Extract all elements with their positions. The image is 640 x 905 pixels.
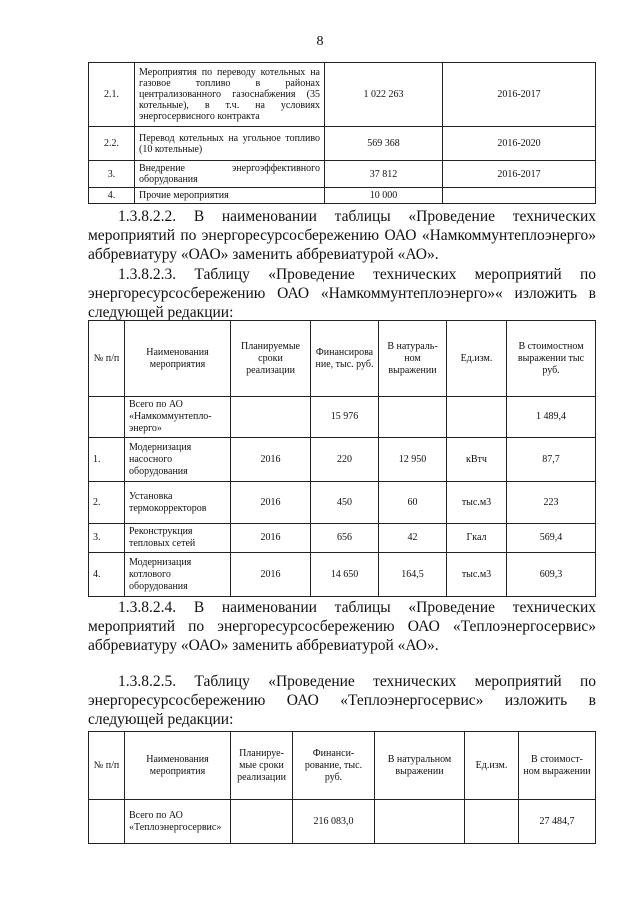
- header-cell: В натуральном выражении: [375, 732, 465, 800]
- cell: 609,3: [507, 553, 596, 597]
- cell: 3.: [89, 524, 125, 553]
- table-row: [89, 482, 596, 524]
- cell: Модернизация насосного оборудования: [125, 438, 231, 482]
- measure-name: Мероприятия по переводу котельных на газовое топливо в районах централизованного газоснабжения (35 котельные), в т.ч. на условиях энергосервисного контракта: [135, 63, 325, 127]
- header-cell: Наименования мероприятия: [125, 732, 231, 800]
- table-row: [89, 397, 596, 438]
- row-number: 4.: [89, 188, 135, 204]
- measure-name: Перевод котельных на угольное топливо (10 котельные): [135, 127, 325, 161]
- cell: 569,4: [507, 524, 596, 553]
- cell: Всего по АО «Теплоэнергосервис»: [125, 800, 231, 844]
- cell: тыс.м3: [447, 482, 507, 524]
- cell: [465, 800, 519, 844]
- row-number: 2.2.: [89, 127, 135, 161]
- cell: Всего по АО «Намкоммунтепло-энерго»: [125, 397, 231, 438]
- cell: кВтч: [447, 438, 507, 482]
- header-cell: В стоимостном выражении тыс руб.: [507, 321, 596, 397]
- measure-period: [443, 188, 596, 204]
- measures-table-teploenergoservis: [88, 731, 596, 844]
- cell: 15 976: [311, 397, 379, 438]
- cell: 2016: [231, 553, 311, 597]
- cell: [231, 397, 311, 438]
- cell: 216 083,0: [293, 800, 375, 844]
- cell: [231, 800, 293, 844]
- header-cell: № п/п: [89, 321, 125, 397]
- cell: 1 489,4: [507, 397, 596, 438]
- header-cell: В стоимост-ном выражении: [519, 732, 596, 800]
- measures-table-continued: [88, 62, 596, 204]
- cell: 14 650: [311, 553, 379, 597]
- measure-name: Внедрение энергоэффективного оборудования: [135, 161, 325, 188]
- table-row: [89, 438, 596, 482]
- header-cell: Финансирова ние, тыс. руб.: [311, 321, 379, 397]
- cell: 223: [507, 482, 596, 524]
- cell: 60: [379, 482, 447, 524]
- header-cell: Планируемые сроки реализации: [231, 321, 311, 397]
- cell: 1.: [89, 438, 125, 482]
- measure-period: 2016-2017: [443, 161, 596, 188]
- cell: 27 484,7: [519, 800, 596, 844]
- cell: 220: [311, 438, 379, 482]
- paragraph-1-3-8-2-5: 1.3.8.2.5. Таблицу «Проведение технических мероприятий по энергоресурсосбережению ОАО «Теплоэнергосервис» изложить в следующей редакции:: [88, 673, 596, 728]
- table-row: [89, 553, 596, 597]
- header-cell: Финанси-рование, тыс. руб.: [293, 732, 375, 800]
- measure-name: Прочие мероприятия: [135, 188, 325, 204]
- cell: 656: [311, 524, 379, 553]
- measure-amount: 1 022 263: [325, 63, 443, 127]
- cell: Реконструкция тепловых сетей: [125, 524, 231, 553]
- cell: 42: [379, 524, 447, 553]
- measure-amount: 10 000: [325, 188, 443, 204]
- table-header-row: [89, 732, 596, 800]
- header-cell: Наименования мероприятия: [125, 321, 231, 397]
- paragraph-1-3-8-2-4: 1.3.8.2.4. В наименовании таблицы «Проведение технических мероприятий по энергоресурсосбережению ОАО «Теплоэнергосервис» аббревиатуру «ОАО» заменить аббревиатурой «АО».: [88, 599, 596, 654]
- table-row: [89, 127, 596, 161]
- cell: [89, 397, 125, 438]
- row-number: 3.: [89, 161, 135, 188]
- measures-table-namkommunteploenergo: [88, 320, 596, 597]
- cell: [89, 800, 125, 844]
- cell: 2016: [231, 438, 311, 482]
- cell: 87,7: [507, 438, 596, 482]
- measure-amount: 569 368: [325, 127, 443, 161]
- measure-period: 2016-2017: [443, 63, 596, 127]
- header-cell: Ед.изм.: [465, 732, 519, 800]
- cell: тыс.м3: [447, 553, 507, 597]
- measure-amount: 37 812: [325, 161, 443, 188]
- table-row: [89, 63, 596, 127]
- header-cell: Ед.изм.: [447, 321, 507, 397]
- table-row: [89, 800, 596, 844]
- cell: [379, 397, 447, 438]
- cell: [447, 397, 507, 438]
- cell: Гкал: [447, 524, 507, 553]
- measure-period: 2016-2020: [443, 127, 596, 161]
- table-row: [89, 524, 596, 553]
- cell: 450: [311, 482, 379, 524]
- cell: 2016: [231, 482, 311, 524]
- cell: 2016: [231, 524, 311, 553]
- paragraph-1-3-8-2-3: 1.3.8.2.3. Таблицу «Проведение технических мероприятий по энергоресурсосбережению ОАО «Намкоммунтеплоэнерго»« изложить в следующей редакции:: [88, 266, 596, 321]
- cell: 12 950: [379, 438, 447, 482]
- table-row: [89, 188, 596, 204]
- cell: Модернизация котлового оборудования: [125, 553, 231, 597]
- row-number: 2.1.: [89, 63, 135, 127]
- cell: 4.: [89, 553, 125, 597]
- cell: Установка термокорректоров: [125, 482, 231, 524]
- page-number: 8: [316, 34, 324, 49]
- cell: 164,5: [379, 553, 447, 597]
- header-cell: № п/п: [89, 732, 125, 800]
- cell: [375, 800, 465, 844]
- cell: 2.: [89, 482, 125, 524]
- table-row: [89, 161, 596, 188]
- header-cell: Планируе-мые сроки реализации: [231, 732, 293, 800]
- paragraph-1-3-8-2-2: 1.3.8.2.2. В наименовании таблицы «Проведение технических мероприятий по энергоресурсосбережению ОАО «Намкоммунтеплоэнерго» аббревиатуру «ОАО» заменить аббревиатурой «АО».: [88, 208, 596, 263]
- header-cell: В натураль-ном выражении: [379, 321, 447, 397]
- table-header-row: [89, 321, 596, 397]
